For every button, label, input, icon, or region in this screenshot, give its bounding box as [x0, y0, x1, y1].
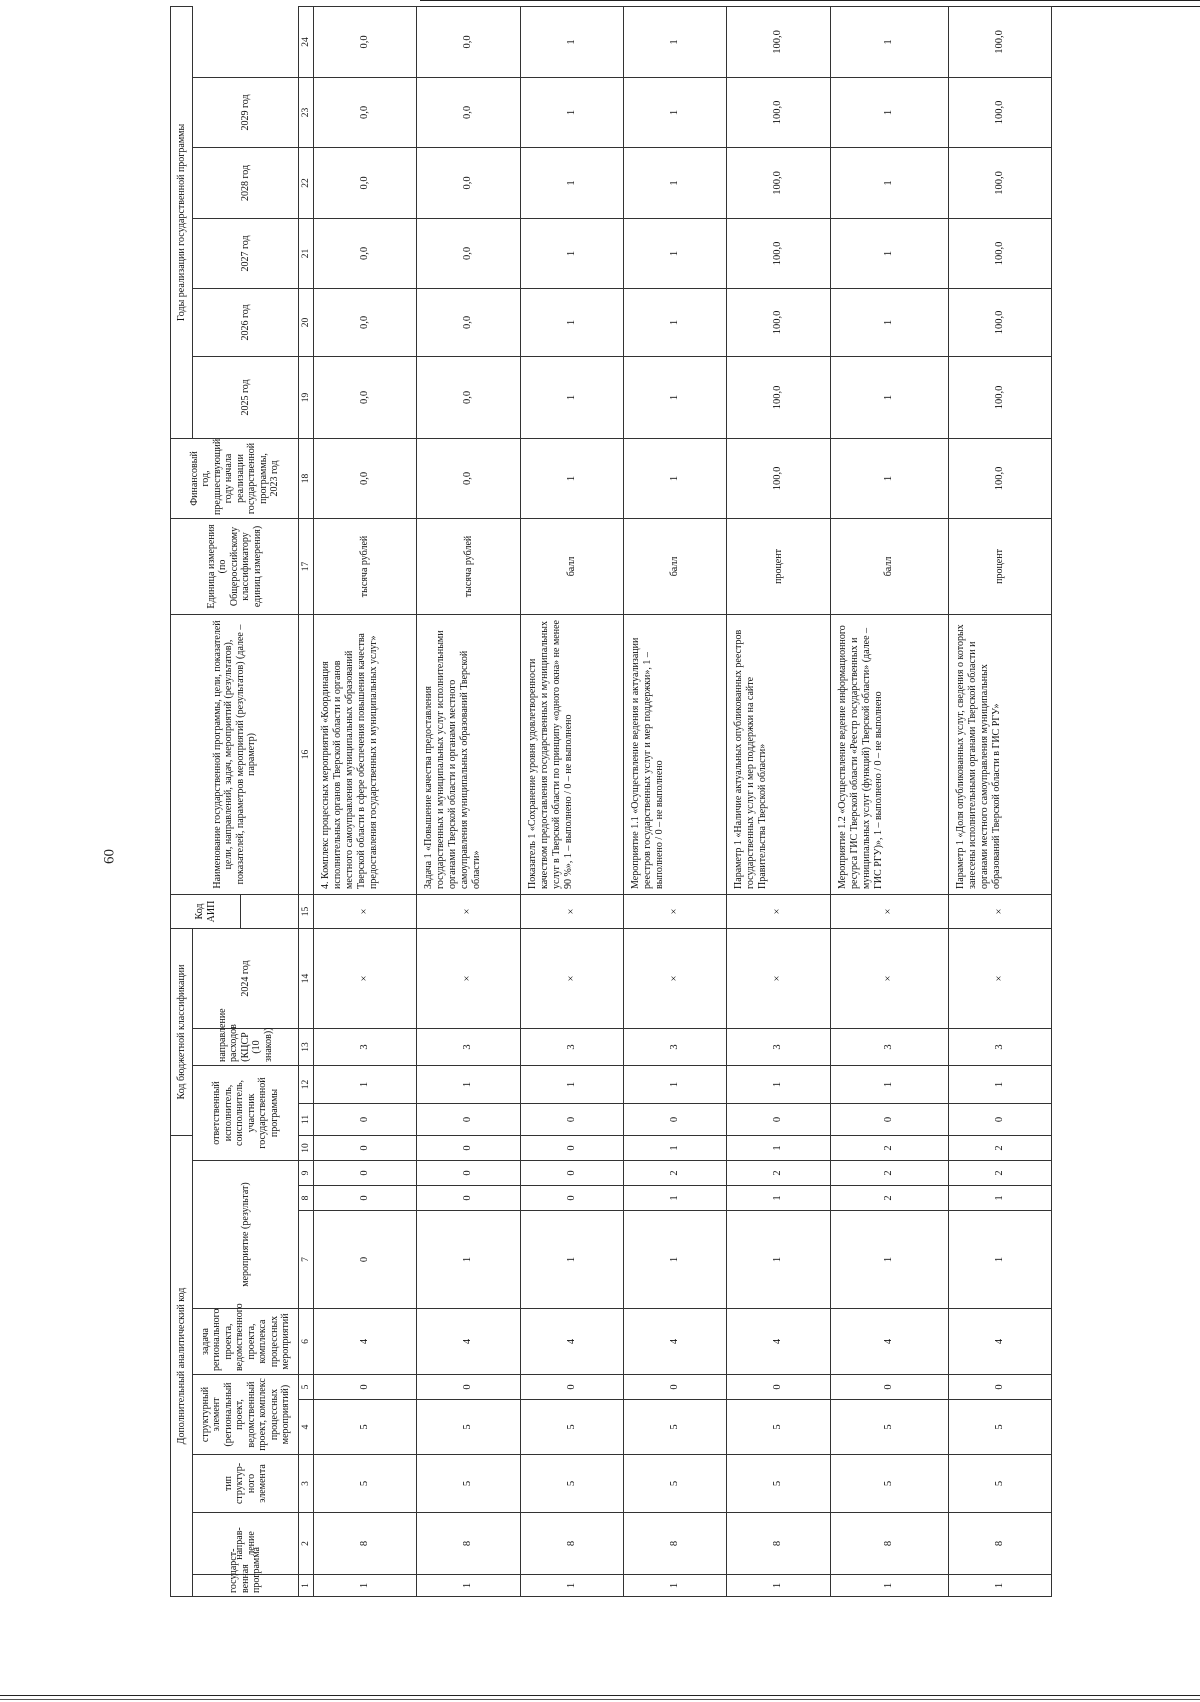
- row-year-value: 1: [830, 6, 948, 77]
- code-cell-6: 4: [830, 1309, 948, 1375]
- code-cell-3: 5: [948, 1455, 1051, 1513]
- code-cell-1: 1: [417, 1575, 520, 1597]
- header-state-program: государст- венная программа: [193, 1575, 299, 1597]
- code-cell-3: 5: [314, 1455, 417, 1513]
- row-unit: балл: [623, 518, 726, 614]
- code-cell-10: 2: [948, 1135, 1051, 1160]
- col-num: 22: [299, 147, 314, 218]
- code-cell-7: 0: [314, 1211, 417, 1309]
- row-year-value: 0,0: [314, 77, 417, 147]
- row-year-value: 0,0: [417, 77, 520, 147]
- row-year-value: 0,0: [417, 356, 520, 438]
- col-num: 9: [299, 1161, 314, 1186]
- scan-top-line: [420, 0, 1200, 1]
- row-year-value: 0,0: [417, 218, 520, 288]
- row-year-value: 100,0: [948, 77, 1051, 147]
- header-measure: мероприятие (результат): [193, 1161, 299, 1309]
- code-cell-4: 5: [727, 1400, 830, 1455]
- row-year-value: 100,0: [948, 356, 1051, 438]
- row-year-value: 100,0: [727, 147, 830, 218]
- col-num: 20: [299, 288, 314, 356]
- code-cell-11: 0: [623, 1103, 726, 1135]
- row-name: Мероприятие 1.1 «Осуществление ведения и актуализации реестров государственных услуг и мер поддержки», 1 – выполнено / 0 – не выполнено: [623, 614, 726, 894]
- row-year-value: 1: [830, 218, 948, 288]
- code-cell-12: 1: [417, 1065, 520, 1103]
- row-fin-year-value: 100,0: [727, 438, 830, 518]
- row-name: Параметр 1 «Наличие актуальных опубликованных реестров государственных услуг и мер поддержки на сайте Правительства Тверской области»: [727, 614, 830, 894]
- code-cell-14: ×: [727, 928, 830, 1028]
- code-cell-15: ×: [520, 894, 623, 928]
- code-cell-13: 3: [948, 1028, 1051, 1065]
- code-cell-2: 8: [417, 1513, 520, 1575]
- row-year-value: 100,0: [727, 218, 830, 288]
- code-cell-2: 8: [948, 1513, 1051, 1575]
- code-cell-1: 1: [520, 1575, 623, 1597]
- col-num: 19: [299, 356, 314, 438]
- code-cell-4: 5: [314, 1400, 417, 1455]
- col-num: 1: [299, 1575, 314, 1597]
- code-cell-14: ×: [830, 928, 948, 1028]
- row-year-value: 1: [623, 218, 726, 288]
- row-unit: балл: [520, 518, 623, 614]
- header-year-2025: 2025 год: [193, 356, 299, 438]
- code-cell-4: 5: [520, 1400, 623, 1455]
- row-year-value: 100,0: [948, 147, 1051, 218]
- code-cell-13: 3: [830, 1028, 948, 1065]
- header-task: задача регионального проекта, ведомственного проекта, комплекса процессных мероприятий: [193, 1309, 299, 1375]
- code-cell-12: 1: [727, 1065, 830, 1103]
- row-year-value: 100,0: [727, 356, 830, 438]
- row-unit: тысяча рублей: [417, 518, 520, 614]
- code-cell-5: 0: [623, 1375, 726, 1400]
- code-cell-8: 1: [948, 1186, 1051, 1211]
- program-table: [170, 6, 1052, 1597]
- code-cell-9: 0: [520, 1161, 623, 1186]
- code-cell-7: 1: [727, 1211, 830, 1309]
- code-cell-5: 0: [417, 1375, 520, 1400]
- header-aip-code: Код АИП: [171, 894, 241, 928]
- code-cell-12: 1: [830, 1065, 948, 1103]
- table-row: [948, 6, 1051, 1596]
- row-unit: балл: [830, 518, 948, 614]
- table-row: [623, 6, 726, 1596]
- row-year-value: 100,0: [948, 218, 1051, 288]
- row-year-value: 100,0: [948, 288, 1051, 356]
- column-number-row: [299, 6, 314, 1596]
- code-cell-10: 0: [314, 1135, 417, 1160]
- code-cell-4: 5: [417, 1400, 520, 1455]
- code-cell-11: 0: [314, 1103, 417, 1135]
- table-row: [314, 6, 417, 1596]
- col-num: 24: [299, 6, 314, 77]
- code-cell-7: 1: [520, 1211, 623, 1309]
- code-cell-7: 1: [948, 1211, 1051, 1309]
- col-num: 14: [299, 928, 314, 1028]
- code-cell-15: ×: [948, 894, 1051, 928]
- row-year-value: 1: [520, 356, 623, 438]
- row-year-value: 1: [520, 147, 623, 218]
- col-num: 5: [299, 1375, 314, 1400]
- header-year-2029: 2029 год: [193, 77, 299, 147]
- row-unit: процент: [727, 518, 830, 614]
- row-name: Задача 1 «Повышение качества предоставления государственных и муниципальных услуг исполнительными органами Тверской области и органами местного самоуправления муниципальных образований Тверской области»: [417, 614, 520, 894]
- code-cell-11: 0: [948, 1103, 1051, 1135]
- header-expense-direction: направление расходов (КЦСР (10 знаков)): [193, 1028, 299, 1065]
- code-cell-4: 5: [623, 1400, 726, 1455]
- header-budget-code: Код бюджетной классификации: [171, 928, 193, 1135]
- code-cell-1: 1: [314, 1575, 417, 1597]
- code-cell-13: 3: [520, 1028, 623, 1065]
- row-name: Параметр 1 «Доля опубликованных услуг, сведения о которых занесены исполнительными органами Тверской области и органами местного самоуправления муниципальных образований Тверской области в ГИС РГУ»: [948, 614, 1051, 894]
- header-analytic-code: Дополнительный аналитический код: [171, 1135, 193, 1596]
- code-cell-10: 0: [417, 1135, 520, 1160]
- page-number: 60: [101, 849, 118, 864]
- code-cell-5: 0: [727, 1375, 830, 1400]
- code-cell-2: 8: [623, 1513, 726, 1575]
- table-row: [417, 6, 520, 1596]
- code-cell-8: 0: [417, 1186, 520, 1211]
- row-year-value: 1: [623, 147, 726, 218]
- header-years-group: Годы реализации государственной программы: [171, 6, 193, 438]
- col-num: 8: [299, 1186, 314, 1211]
- code-cell-3: 5: [830, 1455, 948, 1513]
- row-year-value: 0,0: [417, 288, 520, 356]
- code-cell-8: 2: [830, 1186, 948, 1211]
- code-cell-7: 1: [623, 1211, 726, 1309]
- code-cell-14: ×: [520, 928, 623, 1028]
- col-num: 13: [299, 1028, 314, 1065]
- code-cell-5: 0: [520, 1375, 623, 1400]
- col-num: 17: [299, 518, 314, 614]
- header-struct-element: структурный элемент (региональный проект, ведомственный проект, комплекс процессных мероприятий): [193, 1375, 299, 1455]
- table-row: [727, 6, 830, 1596]
- header-fin-year: Финансовый год, предшествующий году начала реализации государственной программы, 2023 год: [171, 438, 299, 518]
- code-cell-13: 3: [314, 1028, 417, 1065]
- code-cell-11: 0: [727, 1103, 830, 1135]
- col-num: 4: [299, 1400, 314, 1455]
- col-num: 11: [299, 1103, 314, 1135]
- code-cell-7: 1: [830, 1211, 948, 1309]
- row-year-value: 100,0: [727, 6, 830, 77]
- row-unit: процент: [948, 518, 1051, 614]
- code-cell-15: ×: [314, 894, 417, 928]
- code-cell-12: 1: [520, 1065, 623, 1103]
- header-year-2027: 2027 год: [193, 218, 299, 288]
- row-year-value: 0,0: [314, 218, 417, 288]
- code-cell-12: 1: [623, 1065, 726, 1103]
- scan-bottom-line-2: [0, 1699, 1200, 1700]
- header-aip-spacer: [241, 894, 299, 928]
- row-fin-year-value: 1: [623, 438, 726, 518]
- code-cell-9: 2: [830, 1161, 948, 1186]
- code-cell-4: 5: [830, 1400, 948, 1455]
- row-year-value: 0,0: [314, 6, 417, 77]
- row-year-value: 0,0: [314, 147, 417, 218]
- code-cell-5: 0: [830, 1375, 948, 1400]
- code-cell-15: ×: [830, 894, 948, 928]
- row-unit: тысяча рублей: [314, 518, 417, 614]
- code-cell-14: ×: [314, 928, 417, 1028]
- code-cell-11: 0: [417, 1103, 520, 1135]
- row-name: Мероприятие 1.2 «Осуществление ведение информационного ресурса ГИС Тверской области «Реестр государственных и муниципальных услуг (функций) Тверской области» (далее – ГИС РГУ)», 1 – выполнено / 0 – не выполнено: [830, 614, 948, 894]
- header-year-2024: 2024 год: [193, 928, 299, 1028]
- row-fin-year-value: 1: [520, 438, 623, 518]
- code-cell-9: 0: [417, 1161, 520, 1186]
- row-year-value: 1: [520, 288, 623, 356]
- row-year-value: 1: [520, 6, 623, 77]
- row-year-value: 1: [623, 356, 726, 438]
- code-cell-14: ×: [948, 928, 1051, 1028]
- code-cell-15: ×: [623, 894, 726, 928]
- row-year-value: 0,0: [417, 147, 520, 218]
- header-unit: Единица измерения (по Общероссийскому классификатору единиц измерения): [171, 518, 299, 614]
- code-cell-8: 1: [623, 1186, 726, 1211]
- code-cell-1: 1: [623, 1575, 726, 1597]
- code-cell-15: ×: [417, 894, 520, 928]
- code-cell-13: 3: [623, 1028, 726, 1065]
- col-num: 16: [299, 614, 314, 894]
- row-year-value: 1: [830, 77, 948, 147]
- row-name: Показатель 1 «Сохранение уровня удовлетворенности качеством предоставления государственных и муниципальных услуг в Тверской области по принципу «одного окна» не менее 90 %», 1 – выполнено / 0 – не выполнено: [520, 614, 623, 894]
- code-cell-10: 1: [727, 1135, 830, 1160]
- row-year-value: 1: [830, 288, 948, 356]
- scan-bottom-line: [0, 1695, 1200, 1696]
- code-cell-4: 5: [948, 1400, 1051, 1455]
- row-fin-year-value: 0,0: [417, 438, 520, 518]
- code-cell-13: 3: [727, 1028, 830, 1065]
- code-cell-13: 3: [417, 1028, 520, 1065]
- code-cell-14: ×: [623, 928, 726, 1028]
- code-cell-9: 2: [948, 1161, 1051, 1186]
- code-cell-10: 1: [623, 1135, 726, 1160]
- col-num: 12: [299, 1065, 314, 1103]
- row-year-value: 100,0: [727, 288, 830, 356]
- table-row: [520, 6, 623, 1596]
- row-year-value: 100,0: [948, 6, 1051, 77]
- col-num: 18: [299, 438, 314, 518]
- row-year-value: 1: [830, 356, 948, 438]
- code-cell-6: 4: [520, 1309, 623, 1375]
- code-cell-5: 0: [948, 1375, 1051, 1400]
- row-year-value: 100,0: [727, 77, 830, 147]
- col-num: 23: [299, 77, 314, 147]
- row-fin-year-value: 0,0: [314, 438, 417, 518]
- code-cell-11: 0: [520, 1103, 623, 1135]
- code-cell-3: 5: [520, 1455, 623, 1513]
- row-year-value: 1: [830, 147, 948, 218]
- col-num: 21: [299, 218, 314, 288]
- code-cell-12: 1: [948, 1065, 1051, 1103]
- col-num: 6: [299, 1309, 314, 1375]
- header-year-2028: 2028 год: [193, 147, 299, 218]
- code-cell-10: 0: [520, 1135, 623, 1160]
- code-cell-7: 1: [417, 1211, 520, 1309]
- code-cell-8: 0: [314, 1186, 417, 1211]
- row-year-value: 0,0: [314, 288, 417, 356]
- code-cell-2: 8: [727, 1513, 830, 1575]
- row-year-value: 1: [520, 218, 623, 288]
- code-cell-6: 4: [417, 1309, 520, 1375]
- code-cell-3: 5: [623, 1455, 726, 1513]
- code-cell-3: 5: [417, 1455, 520, 1513]
- code-cell-6: 4: [623, 1309, 726, 1375]
- table-body: [314, 6, 1052, 1596]
- code-cell-2: 8: [520, 1513, 623, 1575]
- row-year-value: 1: [623, 77, 726, 147]
- row-year-value: 0,0: [314, 356, 417, 438]
- code-cell-1: 1: [727, 1575, 830, 1597]
- code-cell-6: 4: [314, 1309, 417, 1375]
- col-num: 7: [299, 1211, 314, 1309]
- code-cell-9: 2: [623, 1161, 726, 1186]
- code-cell-12: 1: [314, 1065, 417, 1103]
- code-cell-15: ×: [727, 894, 830, 928]
- col-num: 15: [299, 894, 314, 928]
- code-cell-6: 4: [727, 1309, 830, 1375]
- row-year-value: 1: [520, 77, 623, 147]
- row-fin-year-value: 1: [830, 438, 948, 518]
- col-num: 2: [299, 1513, 314, 1575]
- code-cell-8: 0: [520, 1186, 623, 1211]
- header-direction: направ- ление: [193, 1513, 299, 1575]
- code-cell-6: 4: [948, 1309, 1051, 1375]
- row-name: 4. Комплекс процессных мероприятий «Координация исполнительных органов Тверской области и органов местного самоуправления муниципальных образований Тверской области в сфере обеспечения повышения качества предоставления государственных и муниципальных услуг»: [314, 614, 417, 894]
- row-year-value: 1: [623, 6, 726, 77]
- code-cell-14: ×: [417, 928, 520, 1028]
- header-name: Наименование государственной программы, цели, показателей цели, направлений, задач, мероприятий (результатов), показателей, параметров мероприятий (результатов) (далее – параметр): [171, 614, 299, 894]
- table-row: [830, 6, 948, 1596]
- header-executor: ответственный исполнитель, соисполнитель, участник государственной программы: [193, 1065, 299, 1160]
- code-cell-9: 2: [727, 1161, 830, 1186]
- header-year-2026: 2026 год: [193, 288, 299, 356]
- code-cell-3: 5: [727, 1455, 830, 1513]
- code-cell-8: 1: [727, 1186, 830, 1211]
- col-num: 3: [299, 1455, 314, 1513]
- code-cell-10: 2: [830, 1135, 948, 1160]
- row-fin-year-value: 100,0: [948, 438, 1051, 518]
- code-cell-2: 8: [830, 1513, 948, 1575]
- header-struct-type: тип структур- ного элемента: [193, 1455, 299, 1513]
- code-cell-2: 8: [314, 1513, 417, 1575]
- row-year-value: 0,0: [417, 6, 520, 77]
- code-cell-9: 0: [314, 1161, 417, 1186]
- row-year-value: 1: [623, 288, 726, 356]
- code-cell-11: 0: [830, 1103, 948, 1135]
- code-cell-1: 1: [830, 1575, 948, 1597]
- col-num: 10: [299, 1135, 314, 1160]
- code-cell-1: 1: [948, 1575, 1051, 1597]
- code-cell-5: 0: [314, 1375, 417, 1400]
- rotated-sheet: [170, 30, 1052, 1597]
